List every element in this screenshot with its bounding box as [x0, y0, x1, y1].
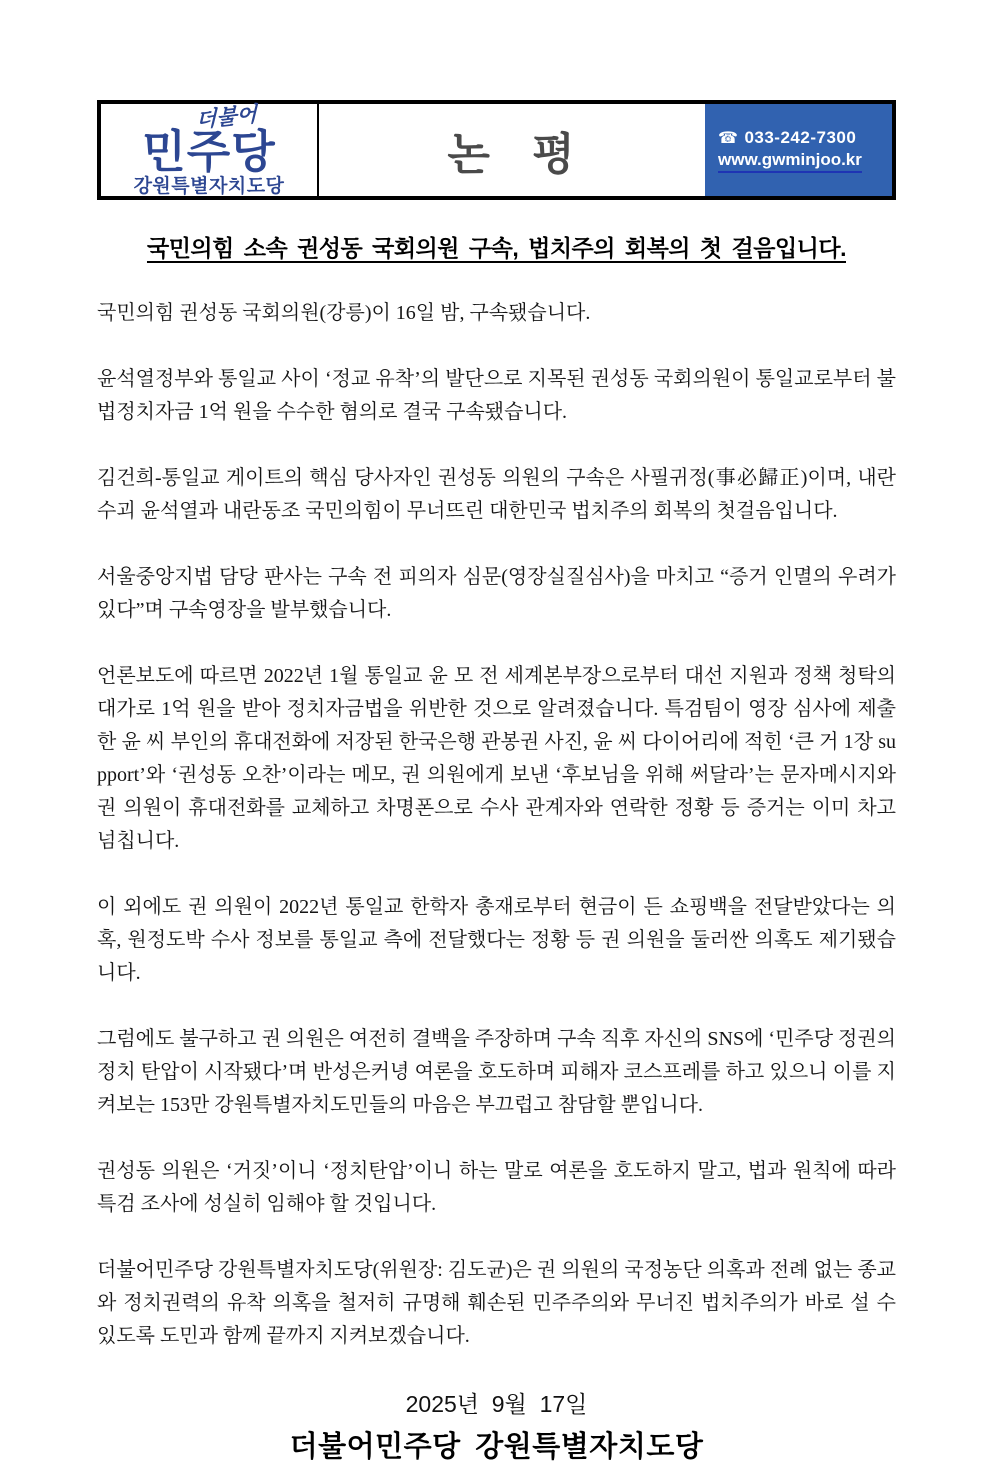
doc-type-cell — [319, 104, 705, 196]
body-text — [97, 297, 896, 1353]
paragraph: 이 외에도 권 의원이 2022년 통일교 한학자 총재로부터 현금이 든 쇼핑백을 전달받았다는 의혹, 원정도박 수사 정보를 통일교 측에 전달했다는 정황 등 권 의원을 둘러싼 의혹도 제기됐습니다. — [97, 896, 896, 984]
paragraph: 언론보도에 따르면 2022년 1월 통일교 윤 모 전 세계본부장으로부터 대선 지원과 정책 청탁의 대가로 1억 원을 받아 정치자금법을 위반한 것으로 알려졌습니다. 특검팀이 영장 심사에 제출한 윤 씨 부인의 휴대전화에 저장된 한국은행 관봉권 사진, 윤 씨 다이어리에 적힌 ‘큰 거 1장 support’와 ‘권성동 오찬’이라는 메모, 권 의원에게 보낸 ‘후보님을 위해 써달라’는 문자메시지와 권 의원이 휴대전화를 교체하고 차명폰으로 수사 관계자와 연락한 정황 등 증거는 이미 차고 넘칩니다. — [97, 665, 896, 852]
logo-main-text: 민주당 — [142, 125, 276, 177]
logo-script-text: 더불어 — [195, 102, 257, 132]
paragraph: 서울중앙지법 담당 판사는 구속 전 피의자 심문(영장실질심사)을 마치고 “증거 인멸의 우려가 있다”며 구속영장을 발부했습니다. — [97, 566, 896, 621]
masthead — [97, 100, 896, 200]
paragraph: 김건희-통일교 게이트의 핵심 당사자인 권성동 의원의 구속은 사필귀정(事必歸正)이며, 내란수괴 윤석열과 내란동조 국민의힘이 무너뜨린 대한민국 법치주의 회복의 첫걸음입니다. — [97, 467, 896, 522]
paragraph: 더불어민주당 강원특별자치도당(위원장: 김도균)은 권 의원의 국정농단 의혹과 전례 없는 종교와 정치권력의 유착 의혹을 철저히 규명해 훼손된 민주주의와 무너진 법치주의가 바로 설 수 있도록 도민과 함께 끝까지 지켜보겠습니다. — [97, 1259, 896, 1347]
paragraph: 국민의힘 권성동 국회의원(강릉)이 16일 밤, 구속됐습니다. — [97, 302, 591, 324]
paragraph: 그럼에도 불구하고 권 의원은 여전히 결백을 주장하며 구속 직후 자신의 SNS에 ‘민주당 정권의 정치 탄압이 시작됐다’며 반성은커녕 여론을 호도하며 피해자 코스프레를 하고 있으니 이를 지켜보는 153만 강원특별자치도민들의 마음은 부끄럽고 참담할 뿐입니다. — [97, 1028, 896, 1116]
website-url: www.gwminjoo.kr — [718, 150, 862, 173]
logo-sub-text: 강원특별자치도당 — [133, 175, 285, 197]
contact-box — [705, 104, 892, 196]
paragraph: 윤석열정부와 통일교 사이 ‘정교 유착’의 발단으로 지목된 권성동 국회의원이 통일교로부터 불법정치자금 1억 원을 수수한 혐의로 결국 구속됐습니다. — [97, 368, 896, 423]
paragraph: 권성동 의원은 ‘거짓’이니 ‘정치탄압’이니 하는 말로 여론을 호도하지 말고, 법과 원칙에 따라 특검 조사에 성실히 임해야 할 것입니다. — [97, 1160, 896, 1215]
party-logo — [101, 104, 319, 196]
document-signature: 더불어민주당 강원특별자치도당 — [289, 1431, 704, 1463]
doc-type-title: 논 평 — [447, 130, 577, 179]
phone-icon: ☎ — [718, 129, 739, 147]
document-date: 2025년 9월 17일 — [405, 1391, 588, 1417]
phone-number: 033-242-7300 — [744, 127, 857, 147]
headline: 국민의힘 소속 권성동 국회의원 구속, 법치주의 회복의 첫 걸음입니다. — [146, 235, 846, 261]
contact-phone-line — [718, 128, 892, 148]
